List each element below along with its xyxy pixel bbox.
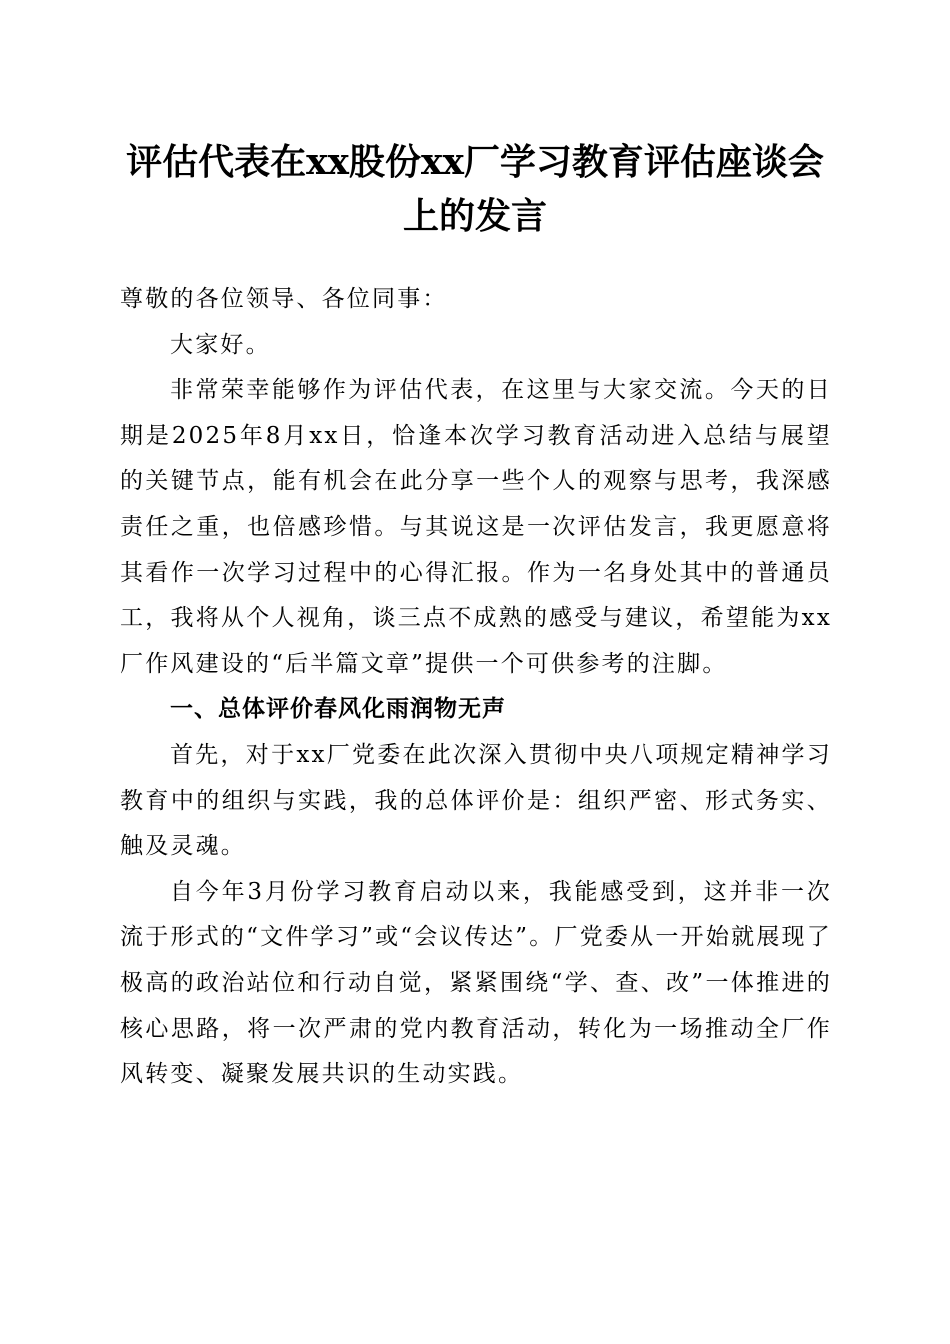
salutation: 尊敬的各位领导、各位同事： bbox=[120, 286, 448, 312]
document-title: 评估代表在xx股份xx厂学习教育评估座谈会上的发言 bbox=[126, 141, 824, 237]
greeting: 大家好。 bbox=[170, 331, 271, 358]
intro-paragraph: 非常荣幸能够作为评估代表，在这里与大家交流。今天的日期是2025年8月xx日，恰逢本次学习教育活动进入总结与展望的关键节点，能有机会在此分享一些个人的观察与思考，我深感责任之重，也倍感珍惜。与其说这是一次评估发言，我更愿意将其看作一次学习过程中的心得汇报。作为一名身处其中的普通员工，我将从个人视角，谈三点不成熟的感受与建议，希望能为xx厂作风建设的“后半篇文章”提供一个可供参考的注脚。 bbox=[120, 377, 832, 677]
document-body bbox=[120, 277, 832, 1098]
section-paragraph: 首先，对于xx厂党委在此次深入贯彻中央八项规定精神学习教育中的组织与实践，我的总体评价是：组织严密、形式务实、触及灵魂。 bbox=[120, 741, 832, 860]
section-heading: 一、总体评价春风化雨润物无声 bbox=[170, 696, 506, 723]
section-paragraph: 自今年3月份学习教育启动以来，我能感受到，这并非一次流于形式的“文件学习”或“会议传达”。厂党委从一开始就展现了极高的政治站位和行动自觉，紧紧围绕“学、查、改”一体推进的核心思路，将一次严肃的党内教育活动，转化为一场推动全厂作风转变、凝聚发展共识的生动实践。 bbox=[120, 878, 832, 1088]
